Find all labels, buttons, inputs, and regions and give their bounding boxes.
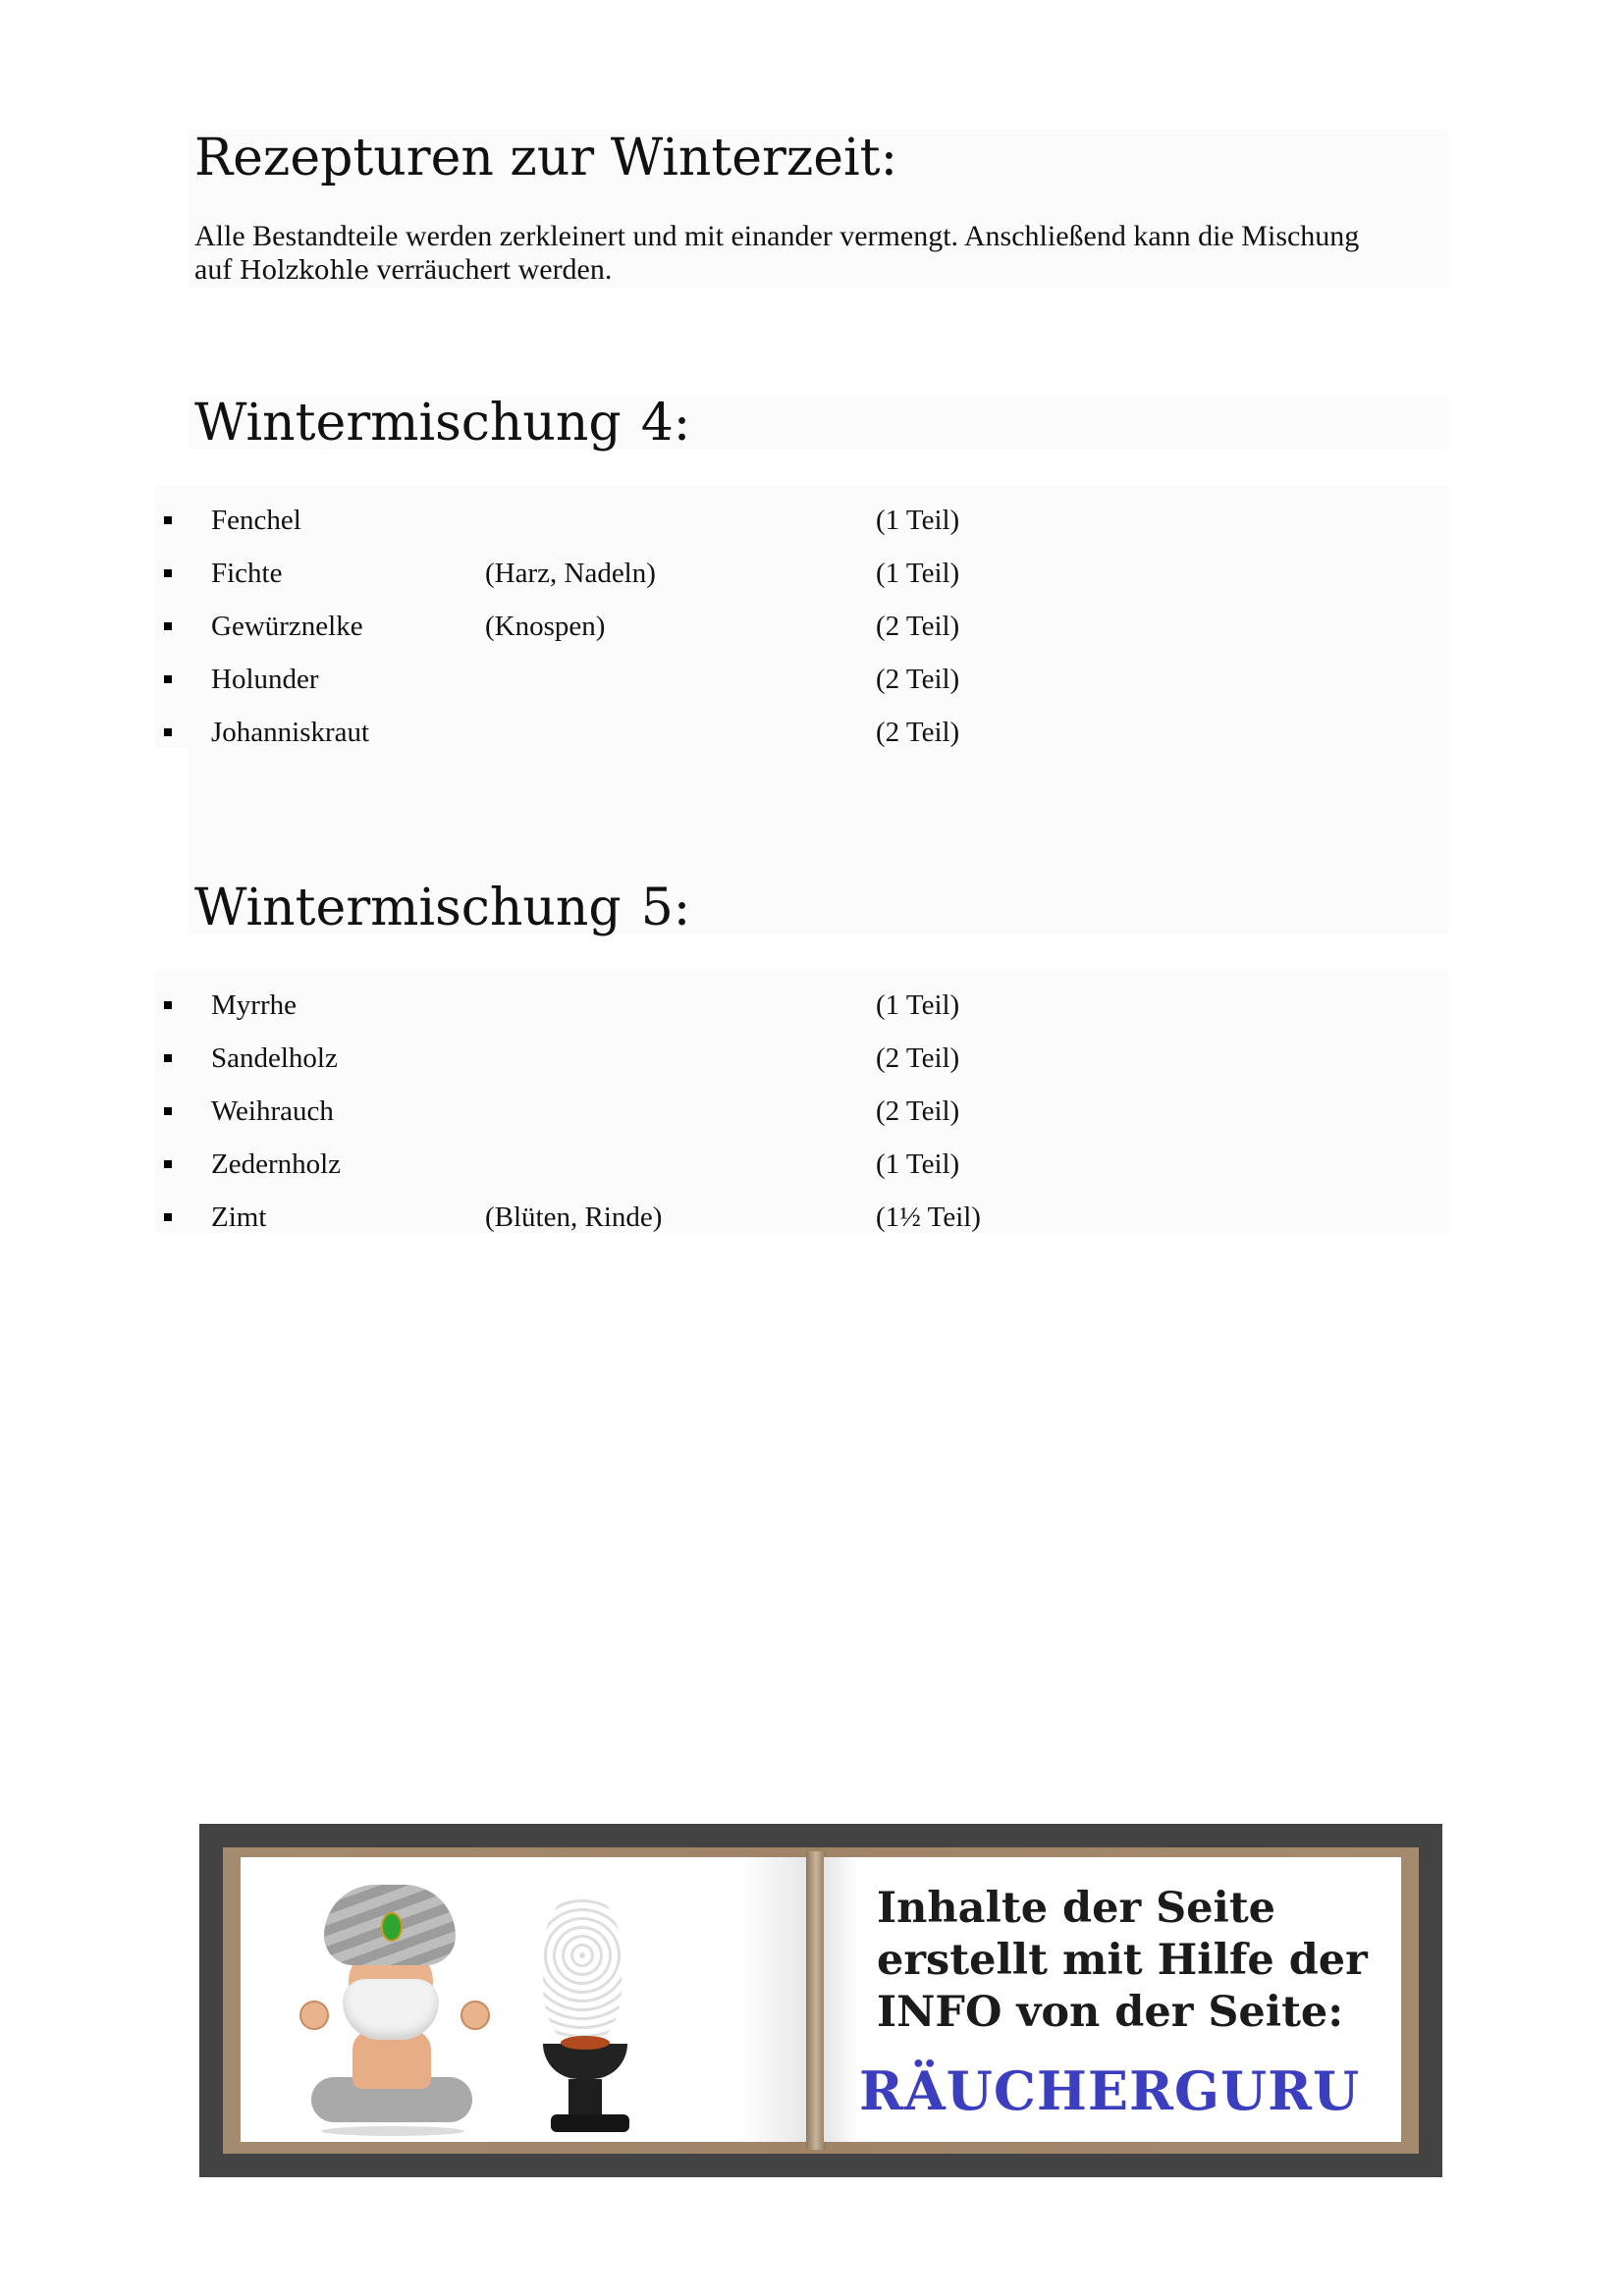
book-left-page	[241, 1857, 808, 2142]
intro-text	[194, 220, 1373, 288]
ingredient-quantity: (1½ Teil)	[876, 1201, 981, 1233]
intro-text-part1: Alle Bestandteile werden zerkleinert und mit einander vermengt. Anschließend kann die Mischung auf	[194, 220, 1360, 286]
ingredient-name: Sandelholz	[211, 1042, 338, 1074]
page-title: Rezepturen zur Winterzeit:	[194, 129, 898, 187]
ingredient-name: Fenchel	[211, 505, 301, 536]
ingredient-row	[0, 706, 1453, 759]
credit-text	[877, 1883, 1368, 2039]
recipe-5-title	[194, 876, 690, 940]
book-right-page	[824, 1857, 1401, 2142]
ingredient-row	[0, 1085, 1453, 1138]
ingredient-row	[0, 494, 1453, 547]
incense-stem	[568, 2079, 602, 2118]
intro-text-part2: verräuchert werden.	[369, 253, 613, 286]
ingredient-name: Myrrhe	[211, 989, 297, 1021]
ingredient-name: Gewürznelke	[211, 611, 363, 642]
ingredient-quantity: (1 Teil)	[876, 1148, 960, 1180]
recipe-5-number: 5:	[640, 879, 691, 937]
ingredient-name: Holunder	[211, 664, 319, 695]
ingredient-row	[0, 653, 1453, 706]
bullet-icon	[164, 1107, 172, 1115]
bullet-icon	[164, 1160, 172, 1168]
recipe-4-ingredient-list	[0, 494, 1453, 759]
recipe-5-title-text: Wintermischung	[194, 879, 622, 937]
intro-text-holzkohle: Holzkohle	[239, 256, 370, 286]
ingredient-name: Zimt	[211, 1201, 267, 1233]
bullet-icon	[164, 1054, 172, 1062]
incense-smoke	[543, 1896, 622, 2044]
recipe-5-ingredient-list	[0, 979, 1453, 1244]
ingredient-row	[0, 600, 1453, 653]
incense-ember	[561, 2036, 610, 2050]
guru-beard	[343, 1979, 439, 2040]
ingredient-quantity: (2 Teil)	[876, 717, 960, 748]
credit-line-2: erstellt mit Hilfe der	[877, 1936, 1368, 1985]
ingredient-name: Johanniskraut	[211, 717, 370, 748]
credit-line-1: Inhalte der Seite	[877, 1884, 1276, 1933]
ingredient-name: Fichte	[211, 558, 283, 589]
bullet-icon	[164, 728, 172, 736]
book-spine	[806, 1851, 826, 2150]
brand-name: RÄUCHERGURU	[859, 2059, 1361, 2122]
ingredient-quantity: (1 Teil)	[876, 989, 960, 1021]
incense-base	[551, 2114, 629, 2132]
open-book	[223, 1847, 1419, 2154]
guru-shadow	[321, 2126, 464, 2136]
bullet-icon	[164, 1213, 172, 1221]
ingredient-quantity: (2 Teil)	[876, 1095, 960, 1127]
recipe-4-title	[194, 391, 690, 455]
recipe-4-number: 4:	[640, 394, 691, 453]
ingredient-part: (Harz, Nadeln)	[485, 558, 656, 589]
ingredient-row	[0, 979, 1453, 1032]
turban-gem	[381, 1912, 403, 1942]
ingredient-row	[0, 1191, 1453, 1244]
ingredient-name: Zedernholz	[211, 1148, 342, 1180]
ingredient-row	[0, 1032, 1453, 1085]
guru-right-hand	[460, 2001, 490, 2030]
guru-icon	[299, 1885, 486, 2140]
bullet-icon	[164, 569, 172, 577]
bullet-icon	[164, 516, 172, 524]
ingredient-quantity: (1 Teil)	[876, 505, 960, 536]
bullet-icon	[164, 675, 172, 683]
ingredient-quantity: (2 Teil)	[876, 1042, 960, 1074]
ingredient-row	[0, 1138, 1453, 1191]
ingredient-quantity: (1 Teil)	[876, 558, 960, 589]
ingredient-row	[0, 547, 1453, 600]
guru-left-hand	[299, 2001, 329, 2030]
ingredient-name: Weihrauch	[211, 1095, 334, 1127]
credit-line-3: INFO von der Seite:	[877, 1988, 1344, 2037]
ingredient-quantity: (2 Teil)	[876, 664, 960, 695]
credit-banner	[199, 1824, 1442, 2177]
ingredient-part: (Knospen)	[485, 611, 606, 642]
recipe-4-title-text: Wintermischung	[194, 394, 622, 453]
ingredient-quantity: (2 Teil)	[876, 611, 960, 642]
bullet-icon	[164, 622, 172, 630]
incense-burner-icon	[533, 1896, 641, 2142]
ingredient-part: (Blüten, Rinde)	[485, 1201, 663, 1233]
bullet-icon	[164, 1001, 172, 1009]
